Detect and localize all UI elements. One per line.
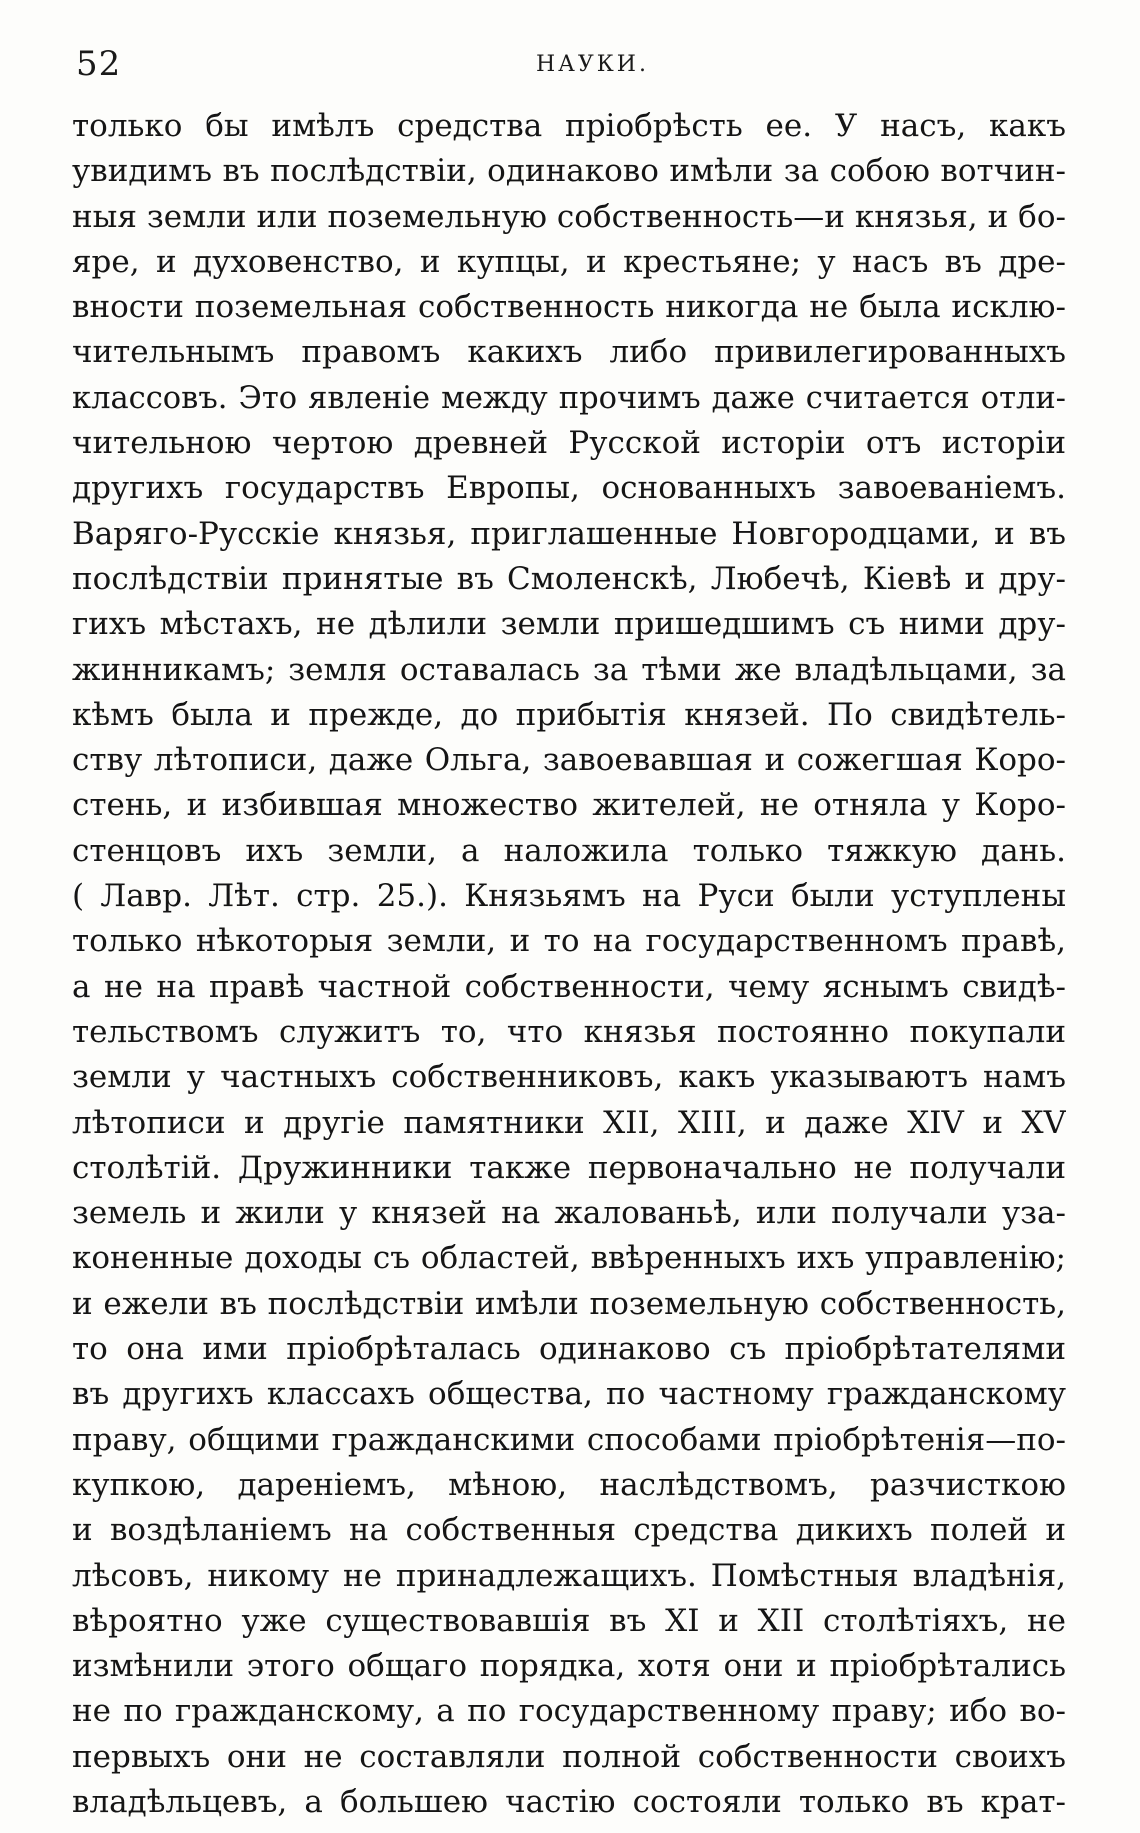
- running-head: НАУКИ.: [536, 52, 649, 77]
- text-line: послѣдствіи принятые въ Смоленскѣ, Любечѣ, Кіевѣ и дру-: [72, 560, 1066, 597]
- text-line: чительною чертою древней Русской исторіи отъ исторіи: [72, 425, 1066, 462]
- body-text: [72, 104, 1066, 1825]
- text-line: ныя земли или поземельную собственность—и князья, и бо-: [72, 198, 1066, 235]
- text-line: тельствомъ служитъ то, что князья постоянно покупали: [72, 1013, 1066, 1050]
- page-header: [76, 44, 1066, 94]
- text-line: только бы имѣлъ средства пріобрѣсть ее. У насъ, какъ: [72, 108, 1066, 144]
- text-line: классовъ. Это явленіе между прочимъ даже считается отли-: [72, 380, 1066, 416]
- text-line: измѣнили этого общаго порядка, хотя они и пріобрѣтались: [72, 1648, 1066, 1685]
- text-line: не по гражданскому, а по государственному праву; ибо во-: [72, 1693, 1066, 1730]
- text-line: земли у частныхъ собственниковъ, какъ указываютъ намъ: [72, 1059, 1066, 1096]
- text-line: владѣльцевъ, а большею частію состояли только въ крат-: [72, 1783, 1066, 1820]
- text-line: первыхъ они не составляли полной собственности своихъ: [72, 1738, 1066, 1775]
- text-line: Варяго-Русскіе князья, приглашенные Новгородцами, и въ: [72, 515, 1066, 552]
- text-line: гихъ мѣстахъ, не дѣлили земли пришедшимъ съ ними дру-: [72, 606, 1066, 643]
- text-line: лѣсовъ, никому не принадлежащихъ. Помѣстныя владѣнія,: [72, 1557, 1066, 1594]
- text-line: въ другихъ классахъ общества, по частному гражданскому: [72, 1376, 1066, 1413]
- text-line: другихъ государствъ Европы, основанныхъ завоеваніемъ.: [72, 470, 1066, 507]
- text-line: лѣтописи и другіе памятники XII, XIII, и даже XIV и XV: [72, 1104, 1066, 1141]
- text-line: ( Лавр. Лѣт. стр. 25.). Князьямъ на Руси были уступлены: [72, 878, 1066, 915]
- text-line: чительнымъ правомъ какихъ либо привилегированныхъ: [72, 334, 1066, 371]
- text-line: то она ими пріобрѣталась одинаково съ пріобрѣтателями: [72, 1331, 1066, 1368]
- text-line: купкою, дареніемъ, мѣною, наслѣдствомъ, разчисткою: [72, 1466, 1066, 1503]
- text-line: коненные доходы съ областей, ввѣренныхъ ихъ управленію;: [72, 1240, 1066, 1277]
- text-line: вности поземельная собственность никогда не была исклю-: [72, 289, 1066, 326]
- text-line: кѣмъ была и прежде, до прибытія князей. По свидѣтель-: [72, 696, 1066, 733]
- text-line: вѣроятно уже существовавшія въ XI и XII столѣтіяхъ, не: [72, 1602, 1066, 1639]
- text-line: земель и жили у князей на жалованьѣ, или получали уза-: [72, 1195, 1066, 1232]
- text-line: только нѣкоторыя земли, и то на государственномъ правѣ,: [72, 923, 1066, 960]
- text-line: яре, и духовенство, и купцы, и крестьяне; у насъ въ дре-: [72, 243, 1066, 280]
- text-line: жинникамъ; земля оставалась за тѣми же владѣльцами, за: [72, 651, 1066, 688]
- text-line: и воздѣланіемъ на собственныя средства дикихъ полей и: [72, 1512, 1066, 1549]
- text-line: и ежели въ послѣдствіи имѣли поземельную собственность,: [72, 1285, 1066, 1322]
- text-line: праву, общими гражданскими способами пріобрѣтенія—по-: [72, 1421, 1066, 1458]
- text-line: стенцовъ ихъ земли, а наложила только тяжкую дань.: [72, 832, 1066, 869]
- text-line: столѣтій. Дружинники также первоначально не получали: [72, 1149, 1066, 1186]
- text-line: увидимъ въ послѣдствіи, одинаково имѣли за собою вотчин-: [72, 153, 1066, 190]
- page-number: 52: [76, 44, 122, 84]
- text-line: а не на правѣ частной собственности, чему яснымъ свидѣ-: [72, 968, 1066, 1005]
- text-line: стень, и избившая множество жителей, не отняла у Коро-: [72, 787, 1066, 824]
- text-line: ству лѣтописи, даже Ольга, завоевавшая и сожегшая Коро-: [72, 742, 1066, 779]
